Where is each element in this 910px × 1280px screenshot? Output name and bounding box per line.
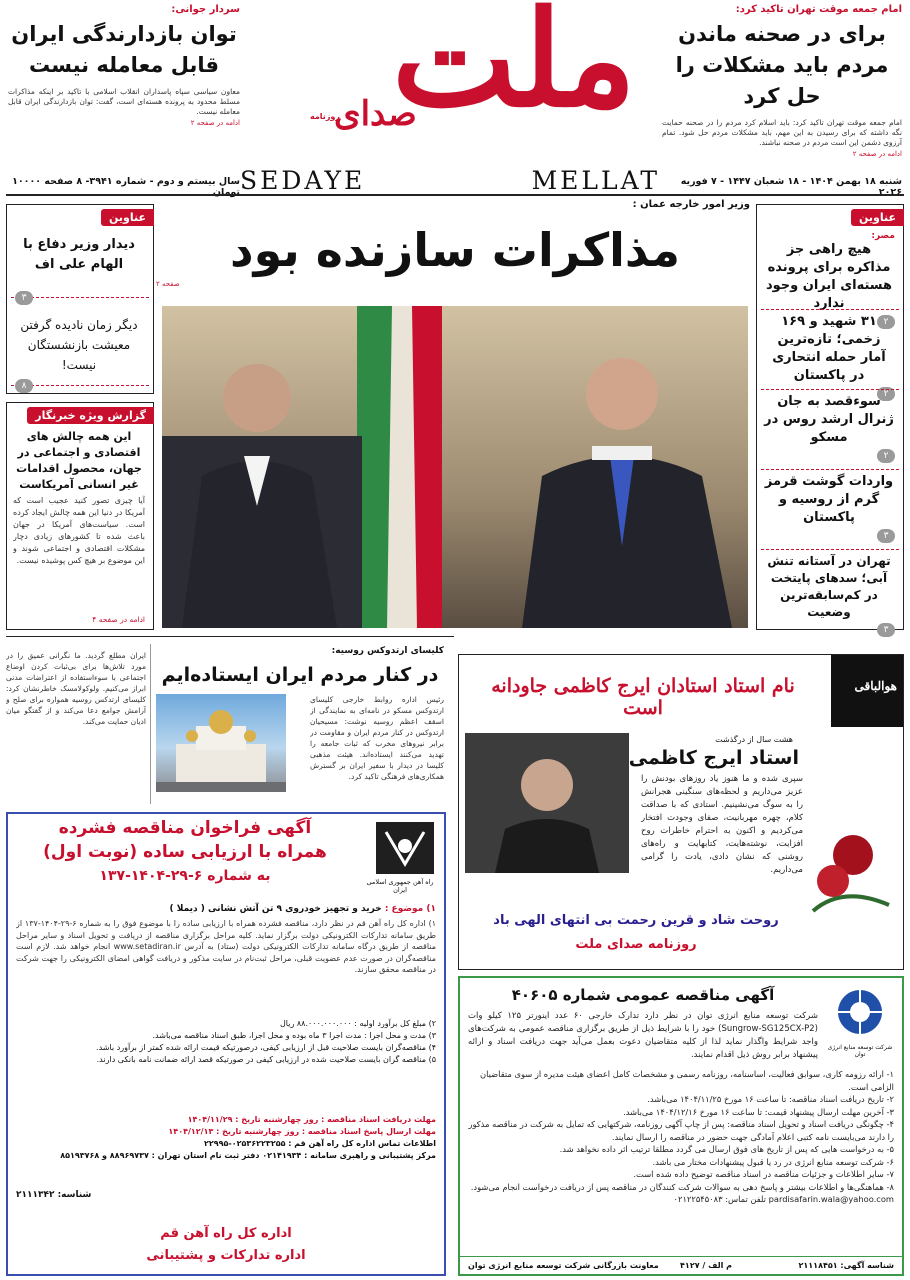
column-divider — [150, 644, 151, 804]
memorial-banner: نام استاد استادان ایرج کاظمی جاودانه است — [491, 675, 795, 719]
cathedral-illustration — [156, 694, 286, 792]
divider — [761, 309, 899, 310]
section-rule — [6, 636, 454, 637]
railway-item: ۲) مبلغ کل برآورد اولیه : ۸۸.۰۰۰.۰۰۰.۰۰۰ ریال — [279, 1019, 436, 1028]
church-kicker: کلیسای ارتدوکس روسیه: — [331, 646, 444, 656]
energy-ref: شناسه آگهی: ۲۱۱۱۸۴۵۱ — [798, 1261, 894, 1270]
railway-dates — [16, 1114, 436, 1162]
railway-footer-2: اداره تدارکات و پشتیبانی — [146, 1248, 306, 1263]
memorial-footer: روحت شاد و قرین رحمت بی انتهای الهی باد — [493, 913, 779, 928]
masthead-logo — [252, 0, 656, 168]
top-left-kicker: سردار جوانی: — [171, 4, 240, 15]
memorial-calligraphy-text: هوالباقی — [854, 679, 897, 693]
memorial-signature: روزنامه صدای ملت — [575, 937, 697, 952]
church-side-text: ایران مطلع گردید. ما نگرانی عمیق را در مورد تلاش‌ها برای بی‌ثبات کردن اوضاع اجتماعی با سوءاستفاده از اعتراضات مدنی ابراز می‌کنیم. ولوکولامسک خاطرنشان کرد: کلیسای ارتدکس روسیه همواره برای صلح و آرامش جوامع دعا می‌کند و از گفتگو میان ادیان حمایت می‌کند. — [6, 651, 146, 726]
memorial-name: استاد ایرج کاظمی — [628, 747, 799, 769]
left-headlines-tag: عناوین — [101, 209, 154, 226]
church-headline: در کنار مردم ایران ایستاده‌ایم — [161, 664, 439, 686]
special-report-continue: ادامه در صفحه ۴ — [92, 615, 145, 624]
top-left-story — [8, 4, 240, 164]
top-right-kicker: امام جمعه موقت تهران تاکید کرد: — [735, 4, 902, 15]
main-kicker: وزیر امور خارجه عمان : — [632, 199, 750, 210]
energy-code: م الف / ۴۱۲۷ — [680, 1261, 732, 1270]
railway-subject-label: ۱) موضوع : — [384, 904, 436, 914]
right-item-title: واردات گوشت قرمز گرم از روسیه و پاکستان — [764, 474, 894, 525]
railway-ref: شناسه: ۲۱۱۱۳۴۲ — [16, 1190, 92, 1200]
left-item-1[interactable] — [13, 235, 145, 275]
railway-subject-row — [16, 904, 436, 914]
right-item-page: ۳ — [877, 529, 895, 543]
left-item-title: دیگر زمان نادیده گرفتن معیشت بازنشستگان نیست! — [20, 318, 138, 372]
energy-item: ۵- به درخواست هایی که پس از تاریخ های فوق ارسال می گردد مطلقا ترتیب اثر داده نخواهد شد. — [559, 1144, 894, 1154]
top-right-body: امام جمعه موقت تهران تاکید کرد: باید اسلام کرد مردم را در صحنه حمایت نگه داشته که برای رسیدن به این مهم، باید مشکلات مردم حل شود. تمام آرزوی دشمن این است مردم در صحنه نباشند. — [662, 118, 902, 147]
energy-logo — [822, 984, 898, 1058]
railway-footer-1: اداره کل راه آهن قم — [160, 1226, 292, 1241]
portrait-illustration — [465, 733, 629, 873]
divider — [761, 389, 899, 390]
energy-logo-icon — [822, 984, 898, 1040]
energy-item: ۸- هماهنگی‌ها و اطلاعات بیشتر و پاسخ دهی به سوالات شرکت کنندگان در مناقصه پس از دریافت درخواست انجام می‌شود. pardisafarin.wala@yahoo.com تلفن تماس: ۰۲۱۲۲۵۴۵۰۸۳ — [470, 1181, 894, 1204]
right-item-page: ۲ — [877, 449, 895, 463]
right-item-3[interactable] — [763, 393, 895, 463]
memorial-calligraphy — [831, 655, 903, 727]
railway-number: به شماره ۶-۲۹-۱۴۰۴-۱۳۷ — [99, 868, 271, 884]
energy-items — [468, 1068, 894, 1206]
divider — [761, 469, 899, 470]
right-headlines-tag: عناوین — [851, 209, 904, 226]
energy-item: ۶- شرکت توسعه منابع انرژی در رد یا قبول پیشنهادات مختار می باشد. — [652, 1156, 894, 1167]
special-report-box — [6, 402, 154, 630]
railway-date: مرکز پشتیبانی و راهبری سامانه : ۰۲۱۴۱۹۳۴ دفتر ثبت نام استان تهران : ۸۸۹۶۹۷۳۷ و ۸۵۱۹۳۷۶۸ — [60, 1151, 436, 1160]
memorial-box — [458, 654, 904, 970]
right-item-page: ۲ — [877, 387, 895, 401]
special-report-body: آیا چیزی تصور کنید عجیب است که آمریکا در دنیا این همه چالش ایجاد کرده است. سیاست‌های آمریکا در جهان باعث شده تا کشورهای زیادی دچار مشکلات اقتصادی و اجتماعی شوند و این موضوع بر هیچ کس پوشیده نیست. — [13, 496, 145, 565]
right-item-page: ۲ — [877, 315, 895, 329]
date-line: شنبه ۱۸ بهمن ۱۴۰۴ - ۱۸ شعبان ۱۴۴۷ - ۷ فوریه ۲۰۲۶ — [680, 176, 902, 198]
right-item-5[interactable] — [763, 553, 895, 637]
top-left-body: معاون سیاسی سپاه پاسداران انقلاب اسلامی با تاکید بر اینکه مذاکرات مسلط محدود به پرونده هسته‌ای است، گفت: توان بازدارندگی ایران قابل معامله نیست. — [8, 87, 240, 116]
left-item-title: دیدار وزیر دفاع با الهام علی اف — [23, 237, 135, 272]
energy-title: آگهی مناقصه عمومی شماره ۴۰۶۰۵ — [511, 986, 775, 1004]
railway-body: ۱) اداره کل راه آهن قم در نظر دارد، مناقصه فشرده همراه با ارزیابی ساده را با موضوع فوق را به شماره ۶-۲۹-۱۴۰۴-۱۳۷ از طریق سامانه تدارکات الکترونیکی دولت برگزار نماید. کلیه مراحل برگزاری مناقصه از دریافت و تحویل اسناد و سایر مراحل مناقصه از طریق درگاه سامانه تدارکات الکترونیکی دولت (ستاد) به آدرس www.setadiran.ir انجام خواهد شد. لازم است مناقصه‌گران در صورت عدم عضویت قبلی، مراحل ثبت‌نام در سایت مذکور و دریافت گواهی امضای الکترونیکی را جهت شرکت در مناقصه محقق سازند. — [16, 919, 436, 974]
left-item-page: ۸ — [15, 379, 33, 393]
top-right-continue: ادامه در صفحه ۲ — [852, 150, 902, 158]
main-page-ref: صفحه ۲ — [156, 280, 180, 288]
railway-title-1: آگهی فراخوان مناقصه فشرده — [58, 818, 312, 838]
right-item-title: ۳۱ شهید و ۱۶۹ زخمی؛ تازه‌ترین آمار حمله انتحاری در پاکستان — [772, 314, 886, 383]
latin-masthead — [240, 166, 660, 194]
railway-date: اطلاعات تماس اداره کل راه آهن قم : ۰۲۵۳۶۲۲۳۲۵۵-۲۲۹۹۵ — [204, 1139, 436, 1148]
logo-sub: صدای — [334, 94, 417, 134]
memorial-portrait — [465, 733, 629, 873]
energy-item: ۱- ارائه رزومه کاری، سوابق فعالیت، اساسنامه، روزنامه رسمی و مشخصات کامل اعضای هیئت مدیره از سوی متقاضیان الزامی است. — [480, 1069, 894, 1092]
railway-item: ۵) مناقصه گران بایست صلاحیت شده در ارزیابی کیفی در صورتیکه قصد ارائه ضمانت نامه بانکی دارند. — [96, 1055, 436, 1064]
railway-date: مهلت ارسال پاسخ اسناد مناقصه : روز چهارشنبه تاریخ : ۱۴۰۴/۱۲/۱۳ — [168, 1127, 436, 1136]
main-headline: مذاکرات سازنده بود — [230, 223, 680, 277]
energy-item: ۷- سایر اطلاعات و جزئیات مناقصه در اسناد مناقصه توضیح داده شده است. — [633, 1169, 894, 1179]
railway-item: ۴) مناقصه‌گران بایست صلاحیت قبل از ارزیابی کیفی، درصورتیکه قیمت ارائه شده کمتر از برآورد باشد. — [96, 1043, 436, 1052]
right-item-kicker: مصر: — [871, 231, 895, 241]
energy-item: ۴- چگونگی دریافت اسناد و تحویل اسناد مناقصه: پس از چاپ آگهی روزنامه، شرکتهایی که تمایل به شرکت در مناقصه مذکور را دارند می‌بایست نامه کتبی اعلام آمادگی جهت حضور در مناقصه را ارسال نمایند. — [468, 1119, 894, 1142]
top-right-story — [662, 4, 902, 164]
issue-line: سال بیستم و دوم - شماره ۳۹۴۱- ۸ صفحه ۱۰۰۰۰ تومان — [12, 176, 240, 198]
top-right-headline: برای در صحنه ماندن مردم باید مشکلات را حل کرد — [675, 22, 889, 108]
railway-item: ۳) مدت و محل اجرا : مدت اجرا ۳ ماه بوده و محل اجرا، طبق اسناد مناقصه می‌باشد. — [152, 1031, 436, 1040]
top-left-headline: توان بازدارندگی ایران قابل معامله نیست — [11, 22, 237, 77]
rose-icon — [803, 815, 893, 915]
energy-body: شرکت توسعه منابع انرژی توان در نظر دارد تدارک خارجی ۶۰ عدد اینورتر ۱۲۵ کیلو وات (Sungrow-SG125CX-P2) خود را با شرایط ذیل از طریق برگزاری مناقصه عمومی به شرکت‌های واجد شرایط واگذار نماید لذا از کلیه متقاضیان دعوت بعمل می‌آید جهت دریافت اسناد و ارائه پیشنهاد برابر روش ذیل اقدام نمایند. — [468, 1011, 818, 1060]
railway-tender-box — [6, 812, 446, 1276]
main-photo — [162, 306, 748, 628]
latin-right: MELLAT — [531, 166, 660, 195]
railway-logo-icon — [372, 818, 438, 882]
energy-dept: معاونت بازرگانی شرکت توسعه منابع انرژی توان — [468, 1261, 659, 1270]
railway-date: مهلت دریافت اسناد مناقصه : روز چهارشنبه تاریخ : ۱۴۰۴/۱۱/۲۹ — [187, 1115, 436, 1124]
right-item-title: تهران در آستانه تنش آبی؛ سدهای پایتخت در کم‌سابقه‌ترین وضعیت — [767, 554, 891, 619]
top-left-continue: ادامه در صفحه ۲ — [190, 119, 240, 127]
church-photo — [156, 694, 286, 792]
memorial-body: سپری شده و ما هنوز یاد روزهای بودنش را عزیز می‌داریم و لحظه‌های سنگینی هجرانش را به سوگ می‌نشینیم. استادی که با صداقت کلام، چهره مهربانیت، صفای وجودت افتخار می‌کردیم و اکنون به احترام خاطرات روح افزایت، نوشته‌هایت، کتابهایت و راه‌های روشنی که نشان دادی، یادت را گرامی می‌داریم. — [641, 774, 803, 875]
right-headlines-box — [756, 204, 904, 635]
logo-tiny: روزنامه — [310, 112, 340, 121]
right-item-4[interactable] — [763, 473, 895, 543]
right-item-page: ۳ — [877, 623, 895, 637]
railway-items — [16, 1018, 436, 1066]
railway-logo — [372, 818, 438, 882]
special-report-headline: این همه چالش های اقتصادی و اجتماعی در جهان، محصول اقدامات غیر انسانی آمریکاست — [16, 430, 142, 491]
right-item-title: هیچ راهی جز مذاکره برای پرونده هسته‌ای ایران وجود ندارد — [765, 242, 893, 311]
energy-org: شرکت توسعه منابع انرژی توان — [827, 1044, 893, 1058]
railway-subject: خرید و تجهیز خودروی ۹ تن آتش نشانی ( دیملا ) — [169, 904, 382, 914]
railway-title-2: همراه با ارزیابی ساده (نوبت اول) — [43, 842, 327, 862]
special-report-tag: گزارش ویژه خبرنگار — [27, 407, 154, 424]
church-body: رئیس اداره روابط خارجی کلیسای ارتدوکس مسکو در نامه‌ای به نمایندگی از اسقف اعظم روسیه نوشت: مسیحیان ارتدوکس در کنار مردم ایران و مقاومت در برابر نیروهای مخرب که ثبات جامعه را تهدید می‌کنند ایستاده‌اند. هیئت مذهبی کلیسا در دیدار با سفیر ایران بر گسترش همکاری‌های فرهنگی تاکید کرد. — [310, 695, 444, 781]
photo-illustration — [162, 306, 748, 628]
logo-word: ملت — [391, 0, 636, 137]
latin-left: SEDAYE — [240, 166, 366, 195]
energy-footer — [460, 1256, 902, 1274]
right-item-2[interactable] — [763, 313, 895, 401]
energy-tender-box — [458, 976, 904, 1276]
right-item-title: سوءقصد به جان ژنرال ارشد روس در مسکو — [764, 394, 894, 445]
left-item-page: ۳ — [15, 291, 33, 305]
energy-item: ۳- آخرین مهلت ارسال پیشنهاد قیمت: تا ساعت ۱۶ مورخ ۱۴۰۴/۱۲/۱۶ می‌باشد. — [623, 1106, 894, 1117]
memorial-intro: هشت سال از درگذشت — [715, 735, 793, 744]
left-headlines-box — [6, 204, 154, 394]
left-item-2[interactable] — [13, 315, 145, 375]
divider — [761, 549, 899, 550]
railway-org: راه آهن جمهوری اسلامی ایران — [366, 878, 434, 894]
energy-item: ۲- تاریخ دریافت اسناد مناقصه: تا ساعت ۱۶ مورخ ۱۴۰۴/۱۱/۲۵ می‌باشد. — [647, 1094, 894, 1104]
masthead-rule — [6, 194, 904, 196]
rose-decoration — [803, 815, 893, 915]
